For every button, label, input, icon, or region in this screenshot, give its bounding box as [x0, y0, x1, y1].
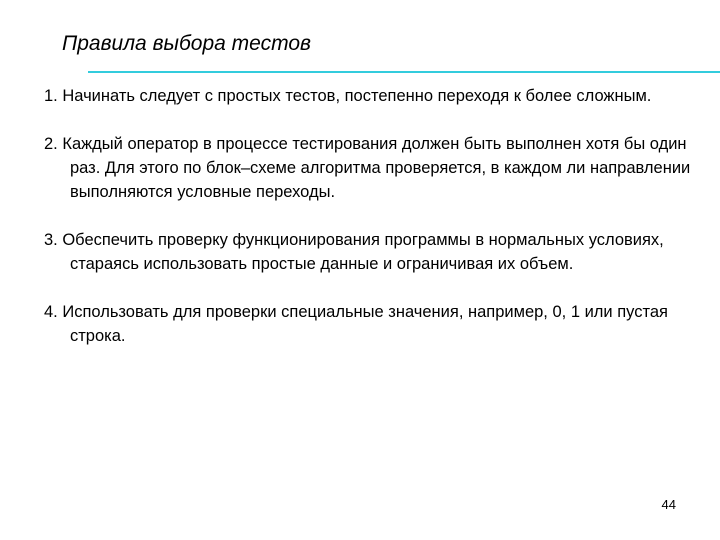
rule-item-1: 1. Начинать следует с простых тестов, постепенно переходя к более сложным. [44, 87, 652, 105]
page-number: 44 [661, 497, 676, 512]
rule-item-4: 4. Использовать для проверки специальные значения, например, 0, 1 или пустая строка. [44, 303, 668, 345]
rule-item-3: 3. Обеспечить проверку функционирования программы в нормальных условиях, стараясь использовать простые данные и ограничивая их объем. [44, 231, 664, 273]
slide-title: Правила выбора тестов [62, 32, 312, 55]
title-underline [88, 71, 720, 73]
rules-list [44, 84, 694, 348]
rule-item-2: 2. Каждый оператор в процессе тестирования должен быть выполнен хотя бы один раз. Для этого по блок–схеме алгоритма проверяется, в каждом ли направлении выполняются условные переходы. [44, 135, 691, 201]
